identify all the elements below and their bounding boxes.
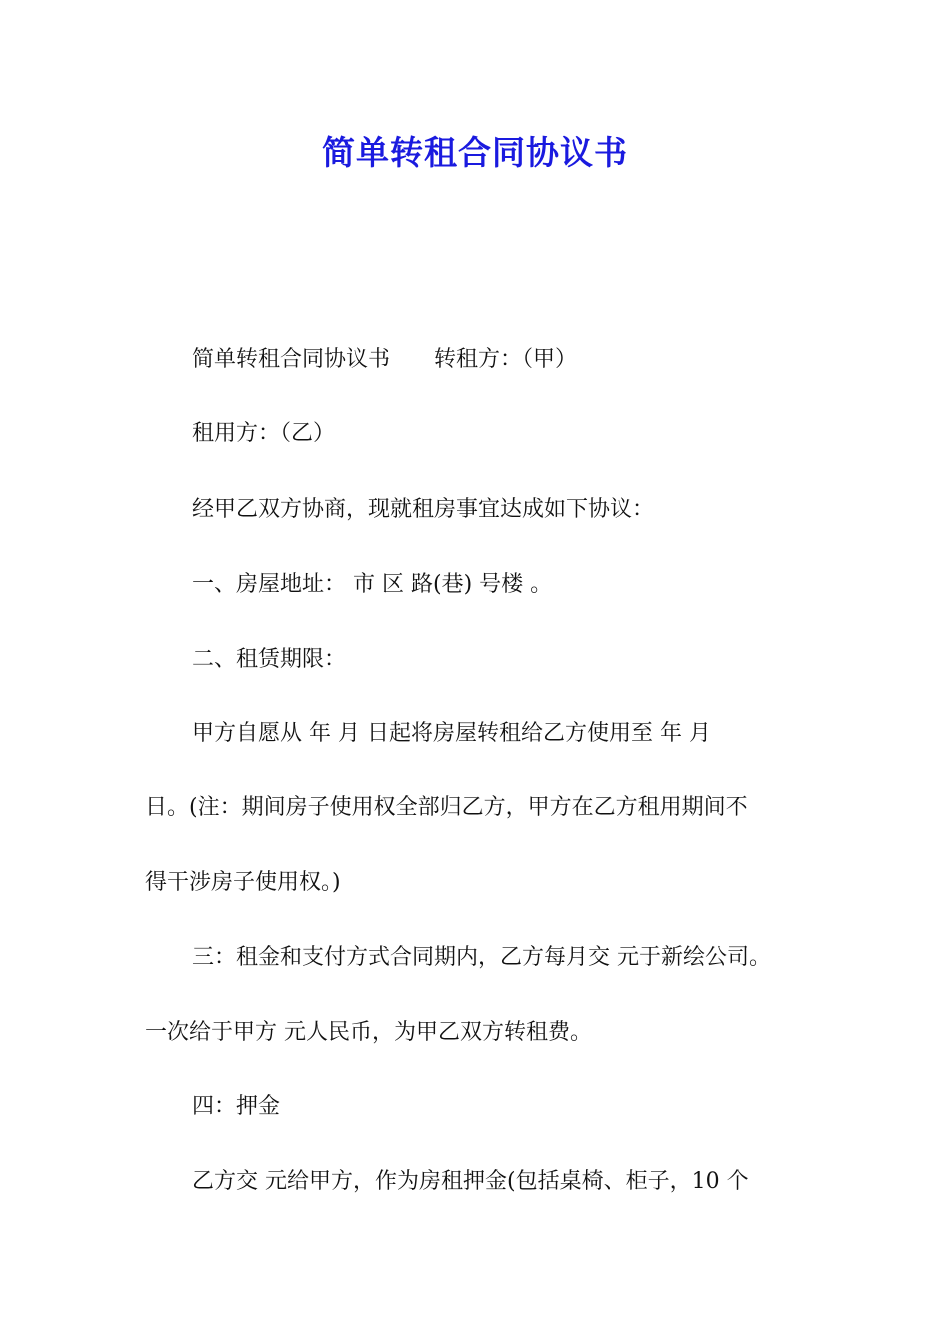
clause-deposit-line-1: 乙方交 元给甲方，作为房租押金(包括桌椅、柜子，10 个 [192,1169,749,1194]
clause-term-line-1: 甲方自愿从 年 月 日起将房屋转租给乙方使用至 年 月 [192,721,711,746]
heading-line [192,344,832,376]
document-title: 简单转租合同协议书 [322,133,628,172]
clause-deposit-heading: 四：押金 [192,1094,281,1119]
agreement-intro: 经甲乙双方协商，现就租房事宜达成如下协议： [192,497,655,522]
clause-rent-line-2: 一次给于甲方 元人民币，为甲乙双方转租费。 [145,1020,592,1045]
clause-rent-line-1: 三：租金和支付方式合同期内，乙方每月交 元于新绘公司。 [192,945,771,970]
clause-term-heading: 二、租赁期限： [192,647,347,672]
clause-address: 一、房屋地址： 市 区 路(巷) 号楼 。 [192,572,553,597]
clause-term-line-3: 得干涉房子使用权。) [145,870,341,895]
sublessor-label: 转租方：（甲） [434,347,578,372]
clause-term-line-2: 日。(注：期间房子使用权全部归乙方，甲方在乙方租用期间不 [145,795,748,820]
contract-name: 简单转租合同协议书 [192,347,391,372]
lessee-line: 租用方：（乙） [192,421,336,446]
